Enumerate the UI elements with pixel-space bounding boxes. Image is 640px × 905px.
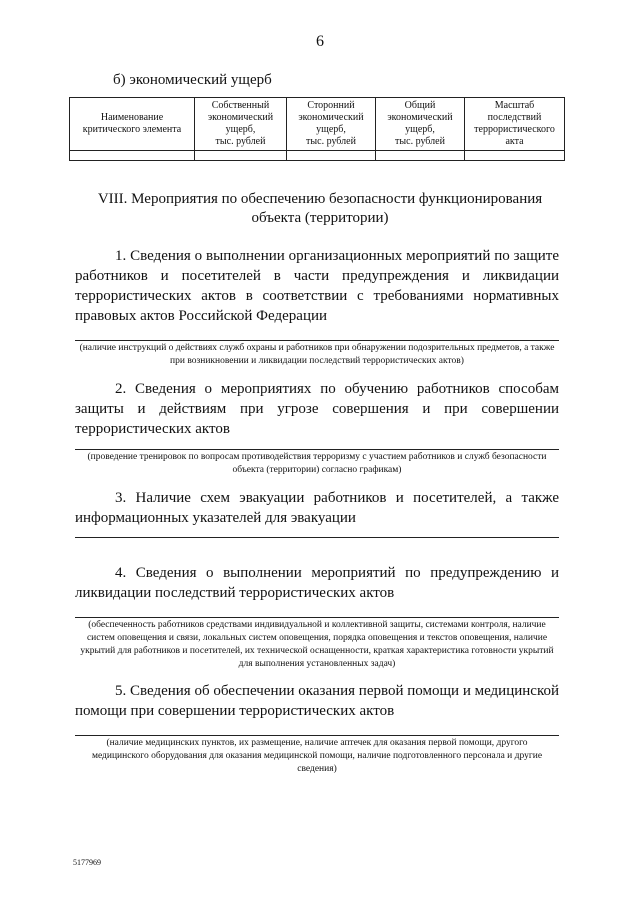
item-note: (проведение тренировок по вопросам противодействия терроризму с участием работников и служб безопасности объекта (территории) согласно графикам) (87, 452, 547, 475)
table-row (70, 151, 565, 161)
fill-line (75, 340, 559, 341)
item-paragraph: 3. Наличие схем эвакуации работников и посетителей, а также информационных указателей для эвакуации (75, 490, 559, 526)
item-paragraph: 2. Сведения о мероприятиях по обучению работников способам защиты и действиям при угрозе совершения и при совершении террористических актов (75, 381, 559, 437)
fill-line (75, 449, 559, 450)
item-note: (наличие медицинских пунктов, их размещение, наличие аптечек для оказания первой помощи, другого медицинского оборудования для оказания медицинской помощи, наличие подготовленного персонала и другие сведения) (91, 738, 543, 774)
economic-damage-table (69, 97, 565, 161)
table-header-cell: Масштаб последствий террористического акта (465, 98, 565, 151)
table-header-cell: Собственный экономический ущерб, тыс. рублей (195, 98, 287, 151)
table-header-row (70, 98, 565, 151)
fill-line (75, 617, 559, 618)
table-header-cell: Сторонний экономический ущерб, тыс. рублей (287, 98, 376, 151)
table-cell (465, 151, 565, 161)
table-cell (70, 151, 195, 161)
table-cell (195, 151, 287, 161)
table-cell (287, 151, 376, 161)
item-note: (наличие инструкций о действиях служб охраны и работников при обнаружении подозрительных предметов, а также при возникновении и ликвидации последствий террористических актов) (79, 343, 555, 366)
subheading: б) экономический ущерб (113, 72, 272, 88)
item-paragraph: 5. Сведения об обеспечении оказания первой помощи и медицинской помощи при совершении террористических актов (75, 683, 559, 719)
item-paragraph: 1. Сведения о выполнении организационных мероприятий по защите работников и посетителей в части предупреждения и ликвидации террористических актов в соответствии с требованиями нормативных правовых актов Российской Федерации (75, 248, 559, 324)
fill-line (75, 537, 559, 538)
table-cell (376, 151, 465, 161)
table-header-cell: Общий экономический ущерб, тыс. рублей (376, 98, 465, 151)
section-heading: VIII. Мероприятия по обеспечению безопасности функционирования объекта (территории) (97, 191, 543, 226)
fill-line (75, 735, 559, 736)
table-header-cell: Наименование критического элемента (70, 98, 195, 151)
page-number: 6 (316, 33, 324, 50)
item-note: (обеспеченность работников средствами индивидуальной и коллективной защиты, системами контроля, наличие систем оповещения и связи, локальных систем оповещения, порядка оповещения и текстов оповещения, наличие укрытий для работников и посетителей, их технической оснащенности, краткая характеристика готовности укрытий для выполнения установленных задач) (80, 620, 554, 669)
item-paragraph: 4. Сведения о выполнении мероприятий по предупреждению и ликвидации последствий террористических актов (75, 565, 559, 601)
document-code: 5177969 (73, 858, 101, 867)
